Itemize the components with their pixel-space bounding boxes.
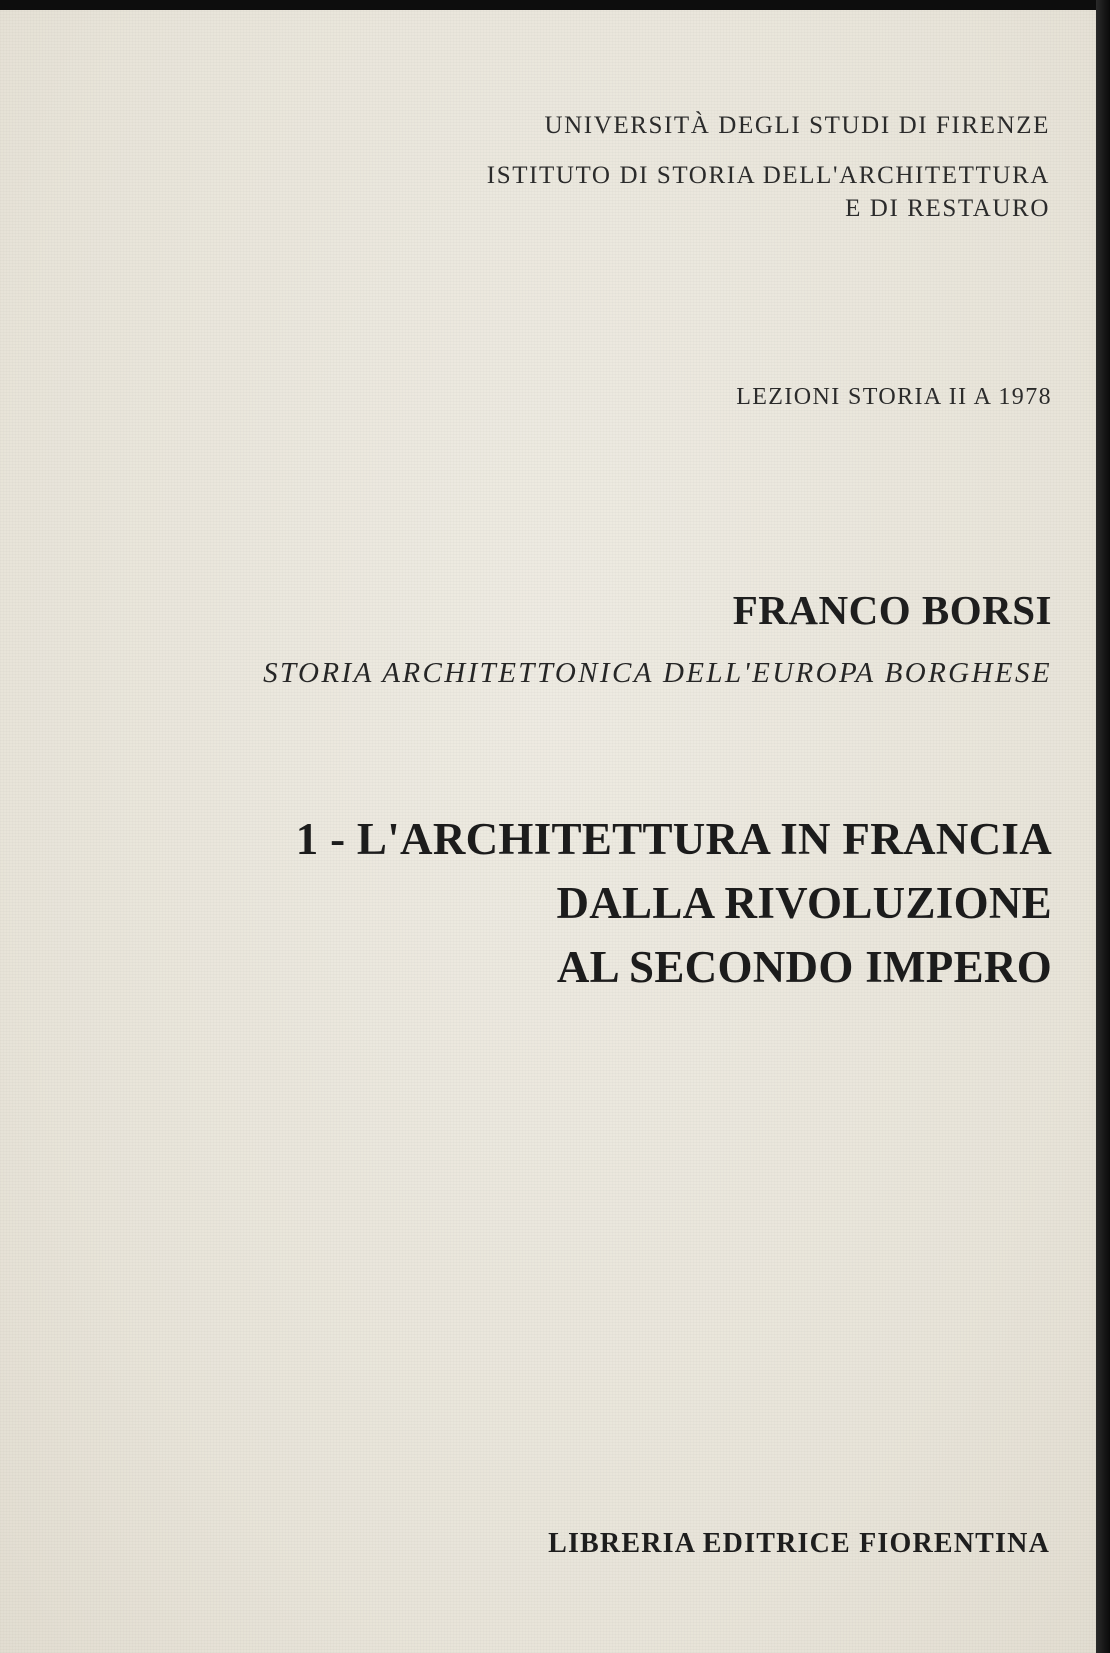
author-name: FRANCO BORSI bbox=[732, 587, 1052, 633]
series-title: STORIA ARCHITETTONICA DELL'EUROPA BORGHESE bbox=[263, 657, 1052, 689]
volume-title-line-2: DALLA RIVOLUZIONE bbox=[556, 878, 1052, 928]
scan-edge bbox=[1096, 0, 1110, 1653]
institute-name: ISTITUTO DI STORIA DELL'ARCHITETTURA bbox=[486, 162, 1050, 189]
series-label: LEZIONI STORIA II A 1978 bbox=[736, 384, 1052, 410]
university-name: UNIVERSITÀ DEGLI STUDI DI FIRENZE bbox=[544, 112, 1050, 139]
volume-title-line-1: 1 - L'ARCHITETTURA IN FRANCIA bbox=[295, 814, 1052, 864]
publisher-name: LIBRERIA EDITRICE FIORENTINA bbox=[548, 1528, 1050, 1559]
institute-name-continued: E DI RESTAURO bbox=[845, 195, 1050, 222]
book-cover bbox=[0, 10, 1098, 1653]
volume-title-line-3: AL SECONDO IMPERO bbox=[556, 942, 1052, 992]
